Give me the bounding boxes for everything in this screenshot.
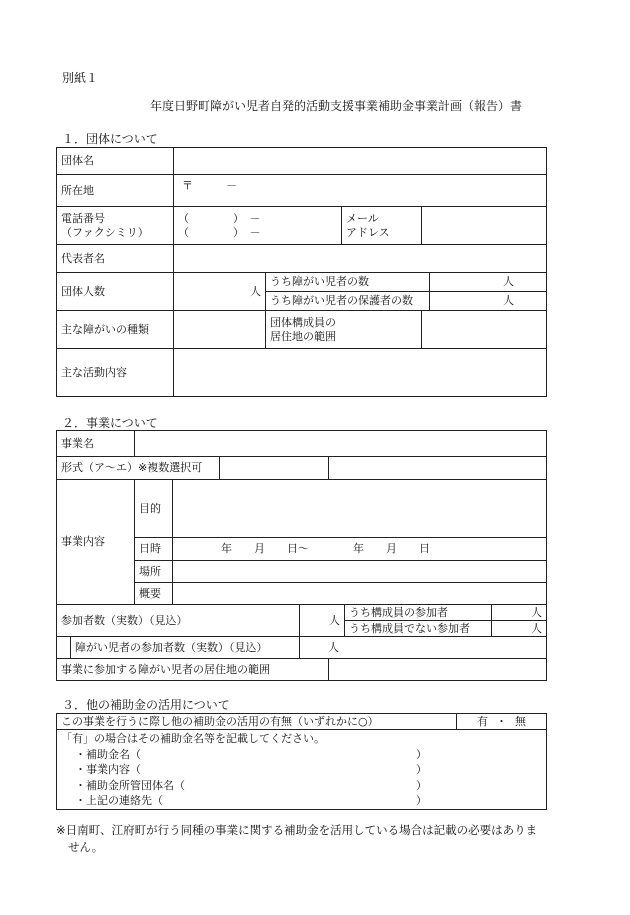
subsidy-details-field[interactable] <box>57 730 547 810</box>
label-representative: 代表者名 <box>57 245 174 273</box>
subsidy-table <box>56 713 547 810</box>
subsidy-contact-line: ・上記の連絡先（ ） <box>75 794 427 807</box>
section2-heading: ２．事業について <box>62 416 158 430</box>
place-field[interactable] <box>173 561 547 583</box>
email-field[interactable] <box>422 207 547 245</box>
format-field-2[interactable] <box>329 457 547 480</box>
label-member-participants: うち構成員の参加者 <box>345 605 492 621</box>
organization-table <box>56 147 547 397</box>
footnote-line1: ※日南町、江府町が行う同種の事業に関する補助金を活用している場合は記載の必要はありま <box>56 823 538 837</box>
attachment-label: 別紙１ <box>62 71 99 85</box>
section3-heading: ３．他の補助金の活用について <box>62 698 230 712</box>
label-place: 場所 <box>135 561 173 583</box>
datetime-field[interactable]: 年 月 日～ 年 月 日 <box>173 538 547 561</box>
activities-field[interactable] <box>174 349 547 397</box>
label-datetime: 日時 <box>135 538 173 561</box>
guardian-count-field[interactable]: 人 <box>430 292 547 311</box>
org-name-field[interactable] <box>174 148 547 175</box>
option-no[interactable]: 無 <box>515 714 526 728</box>
subsidy-name-line: ・補助金名（ ） <box>75 747 427 761</box>
postal-code: 〒 － <box>182 179 237 192</box>
project-name-field[interactable] <box>135 431 547 457</box>
label-fax: （ファクシミリ） <box>61 225 149 239</box>
subsidy-yes-no-field[interactable]: 有 ・ 無 <box>457 714 547 730</box>
fax-field: （ ） － <box>178 225 261 239</box>
member-participants-field[interactable]: 人 <box>492 605 547 621</box>
label-phone-fax <box>57 207 174 245</box>
subsidy-content-line: ・事業内容（ ） <box>75 763 427 776</box>
overview-field[interactable] <box>173 583 547 605</box>
label-phone: 電話番号 <box>61 211 105 225</box>
phone-fax-field[interactable] <box>174 207 342 245</box>
label-activities: 主な活動内容 <box>57 349 174 397</box>
label-project-name: 事業名 <box>57 431 135 457</box>
participant-residence-field[interactable] <box>329 659 547 681</box>
label-guardian-count: うち障がい児者の保護者の数 <box>266 292 430 311</box>
subsidy-instruction: 「有」の場合はその補助金名等を記載してください。 <box>61 732 325 745</box>
format-field-1[interactable] <box>220 457 329 480</box>
project-table <box>56 430 547 681</box>
residence-range-field[interactable] <box>422 311 547 349</box>
document-title: 年度日野町障がい児者自発的活動支援事業補助金事業計画（報告）書 <box>150 99 523 113</box>
label-participants: 参加者数（実数）（見込） <box>57 605 300 637</box>
representative-field[interactable] <box>174 245 547 273</box>
section1-heading: １．団体について <box>62 132 158 146</box>
label-disabled-count: うち障がい児者の数 <box>266 273 430 292</box>
label-email: メール アドレス <box>342 207 422 245</box>
nonmember-participants-field[interactable]: 人 <box>492 621 547 637</box>
option-yes[interactable]: 有 <box>477 714 488 728</box>
purpose-field[interactable] <box>173 480 547 538</box>
participants-field[interactable]: 人 <box>300 605 345 637</box>
label-disabled-participants: 障がい児者の参加者数（実数）（見込） <box>71 637 300 659</box>
label-overview: 概要 <box>135 583 173 605</box>
label-nonmember-participants: うち構成員でない参加者 <box>345 621 492 637</box>
label-format: 形式（ア～エ）※複数選択可 <box>57 457 220 480</box>
label-org-name: 団体名 <box>57 148 174 175</box>
label-purpose: 目的 <box>135 480 173 538</box>
address-field[interactable] <box>174 175 547 207</box>
label-residence-range: 団体構成員の 居住地の範囲 <box>266 311 422 349</box>
members-count-field[interactable]: 人 <box>174 273 266 311</box>
label-address: 所在地 <box>57 175 174 207</box>
subsidy-agency-line: ・補助金所管団体名（ ） <box>75 778 427 792</box>
disability-type-field[interactable] <box>174 311 266 349</box>
phone-field: （ ） － <box>178 211 261 225</box>
disabled-participants-field[interactable]: 人 <box>300 637 547 659</box>
footnote-line2: せん。 <box>68 840 104 854</box>
label-disability-type: 主な障がいの種類 <box>57 311 174 349</box>
label-participant-residence: 事業に参加する障がい児者の居住地の範囲 <box>57 659 329 681</box>
label-subsidy-question: この事業を行うに際し他の補助金の活用の有無（いずれかに○） <box>57 714 457 730</box>
disabled-count-field[interactable]: 人 <box>430 273 547 292</box>
indent-cell <box>57 637 71 659</box>
label-content: 事業内容 <box>57 480 135 605</box>
label-members: 団体人数 <box>57 273 174 311</box>
